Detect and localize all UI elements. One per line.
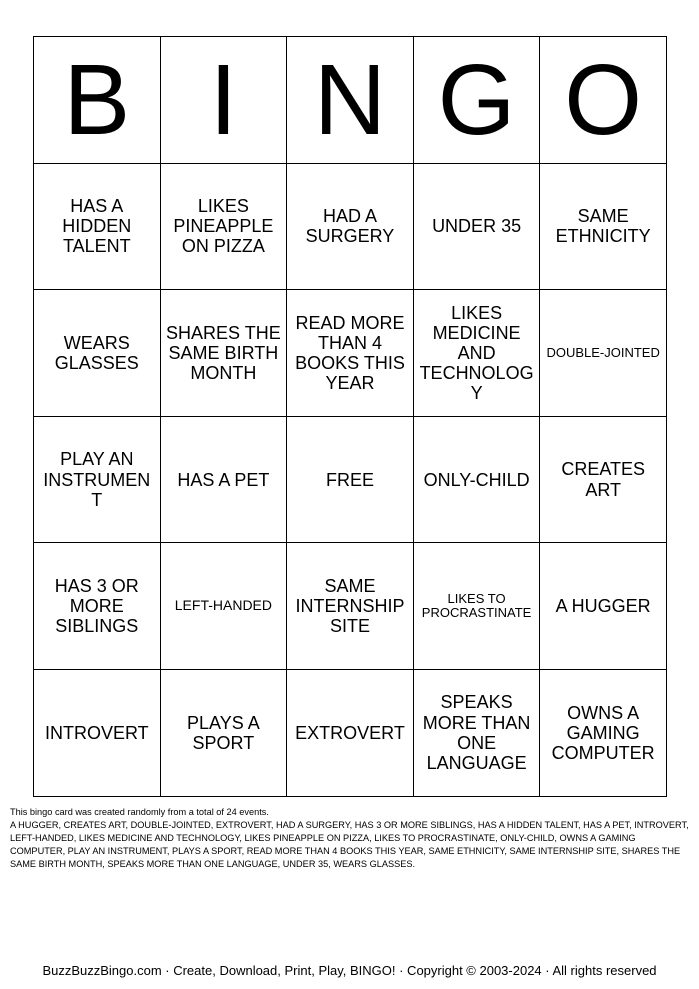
free-space-cell: FREE — [287, 416, 414, 543]
bingo-cell: DOUBLE-JOINTED — [540, 290, 667, 417]
bingo-cell: UNDER 35 — [413, 163, 540, 290]
bingo-cell: SHARES THE SAME BIRTH MONTH — [160, 290, 287, 417]
bingo-cell: LEFT-HANDED — [160, 543, 287, 670]
bingo-cell: INTROVERT — [34, 669, 161, 796]
card-note — [10, 806, 690, 871]
card-row-2 — [34, 290, 667, 417]
bingo-cell: READ MORE THAN 4 BOOKS THIS YEAR — [287, 290, 414, 417]
header-row — [34, 37, 667, 164]
note-events-list: A HUGGER, CREATES ART, DOUBLE-JOINTED, EXTROVERT, HAD A SURGERY, HAS 3 OR MORE SIBLINGS, HAS A HIDDEN TALENT, HAS A PET, INTROVERT, LEFT-HANDED, LIKES MEDICINE AND TECHNOLOGY, LIKES PINEAPPLE ON PIZZA, LIKES TO PROCRASTINATE, ONLY-CHILD, OWNS A GAMING COMPUTER, PLAY AN INSTRUMENT, PLAYS A SPORT, READ MORE THAN 4 BOOKS THIS YEAR, SAME ETHNICITY, SAME INTERNSHIP SITE, SHARES THE SAME BIRTH MONTH, SPEAKS MORE THAN ONE LANGUAGE, UNDER 35, WEARS GLASSES. — [10, 820, 689, 869]
bingo-cell: HAS 3 OR MORE SIBLINGS — [34, 543, 161, 670]
card-row-1 — [34, 163, 667, 290]
bingo-cell: ONLY-CHILD — [413, 416, 540, 543]
bingo-cell: LIKES TO PROCRASTINATE — [413, 543, 540, 670]
card-row-3 — [34, 416, 667, 543]
header-letter-n: N — [287, 37, 414, 164]
bingo-cell: SAME INTERNSHIP SITE — [287, 543, 414, 670]
card-row-5 — [34, 669, 667, 796]
bingo-cell: HAS A HIDDEN TALENT — [34, 163, 161, 290]
bingo-cell: SPEAKS MORE THAN ONE LANGUAGE — [413, 669, 540, 796]
card-row-4 — [34, 543, 667, 670]
footer-copyright: BuzzBuzzBingo.com · Create, Download, Print, Play, BINGO! · Copyright © 2003-2024 · All rights reserved — [42, 963, 657, 978]
bingo-cell: A HUGGER — [540, 543, 667, 670]
note-intro: This bingo card was created randomly from a total of 24 events. — [10, 807, 269, 817]
bingo-cell: LIKES MEDICINE AND TECHNOLOGY — [413, 290, 540, 417]
bingo-cell: PLAYS A SPORT — [160, 669, 287, 796]
header-letter-b: B — [34, 37, 161, 164]
bingo-cell: LIKES PINEAPPLE ON PIZZA — [160, 163, 287, 290]
bingo-cell: HAS A PET — [160, 416, 287, 543]
bingo-cell: HAD A SURGERY — [287, 163, 414, 290]
header-letter-o: O — [540, 37, 667, 164]
bingo-cell: WEARS GLASSES — [34, 290, 161, 417]
bingo-cell: PLAY AN INSTRUMENT — [34, 416, 161, 543]
bingo-cell: CREATES ART — [540, 416, 667, 543]
bingo-cell: EXTROVERT — [287, 669, 414, 796]
header-letter-g: G — [413, 37, 540, 164]
header-letter-i: I — [160, 37, 287, 164]
bingo-cell: SAME ETHNICITY — [540, 163, 667, 290]
bingo-cell: OWNS A GAMING COMPUTER — [540, 669, 667, 796]
bingo-card — [33, 36, 667, 797]
